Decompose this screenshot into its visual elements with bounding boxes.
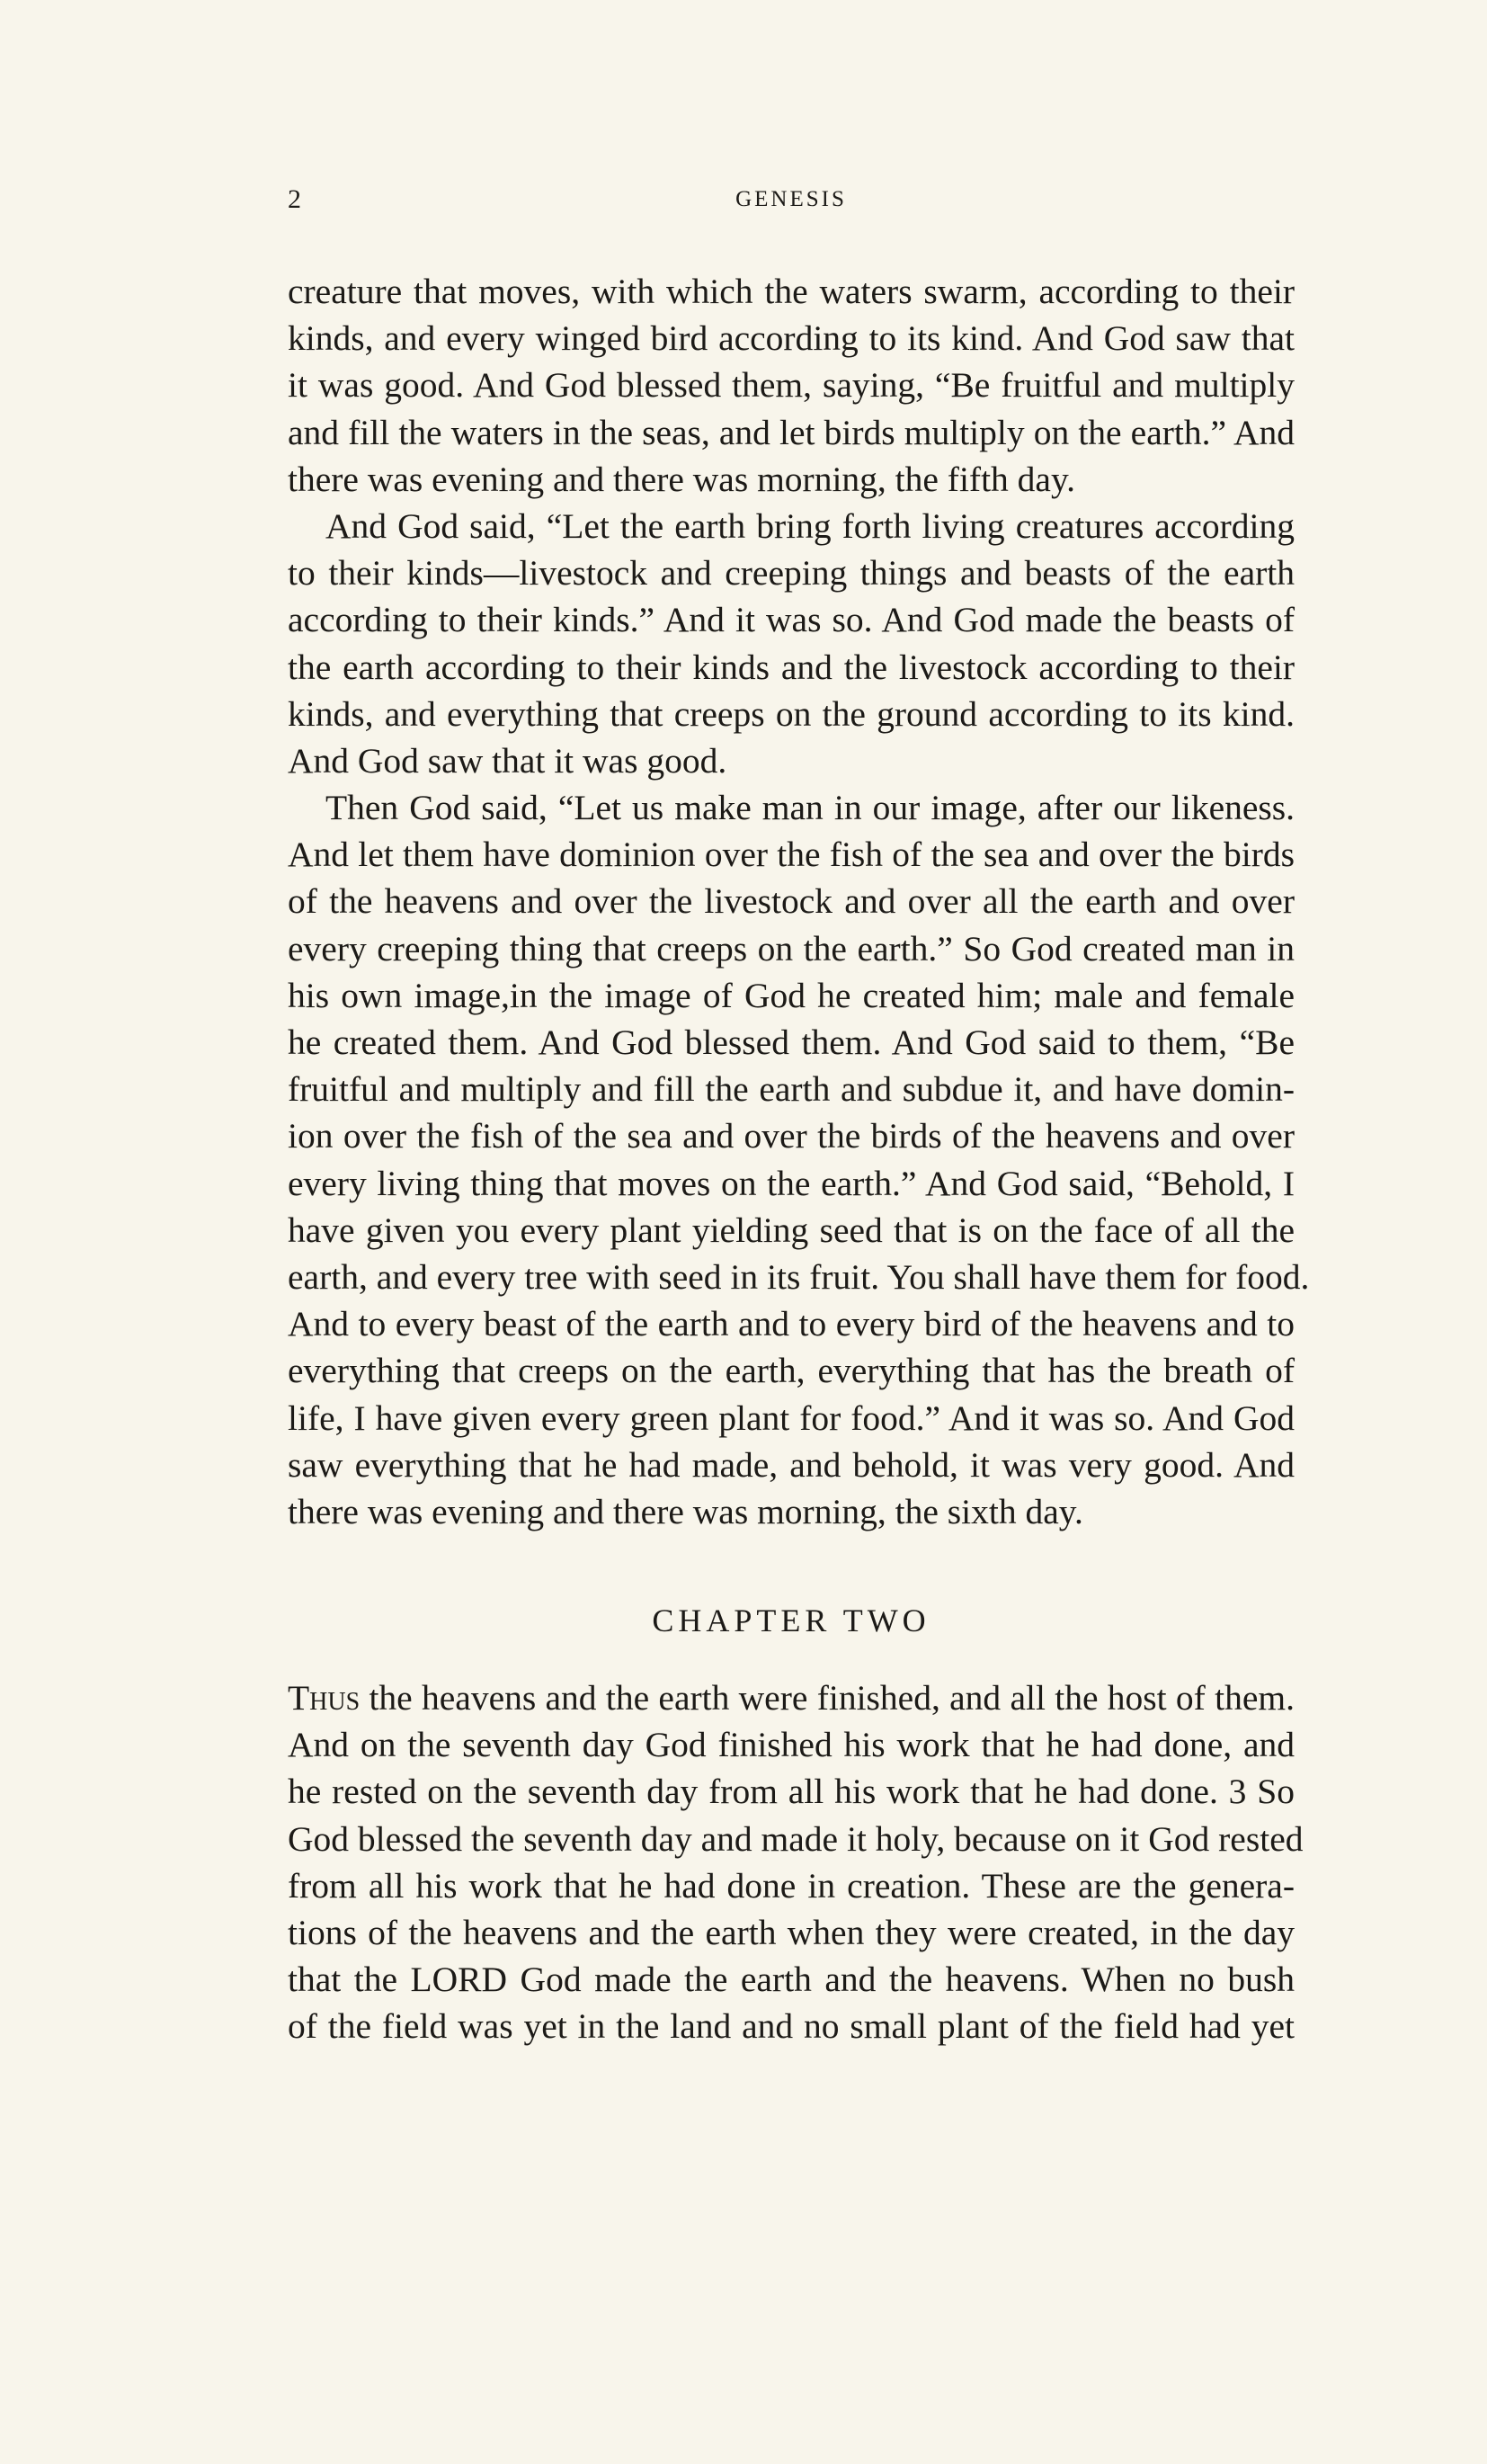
text-line: every living thing that moves on the earth.” And God said, “Behold, I (288, 1163, 1295, 1203)
text-line: to their kinds—livestock and creeping things and beasts of the earth (288, 553, 1295, 594)
text-line: God blessed the seventh day and made it holy, because on it God rested (288, 1818, 1304, 1859)
text-line: earth, and every tree with seed in its fruit. You shall have them for food. (288, 1256, 1310, 1297)
text-line: it was good. And God blessed them, saying, “Be fruitful and multiply (288, 365, 1295, 406)
text-line: And on the seventh day God finished his work that he had done, and (288, 1725, 1295, 1765)
text-line: from all his work that he had done in creation. These are the genera- (288, 1865, 1295, 1906)
text-line: he created them. And God blessed them. And God said to them, “Be (288, 1022, 1295, 1062)
text-line: Then God said, “Let us make man in our image, after our likeness. (325, 788, 1295, 828)
chapter-lines (288, 1721, 1304, 2049)
text-line: of the heavens and over the livestock and over all the earth and over (288, 881, 1295, 922)
text-line: life, I have given every green plant for food.” And it was so. And God (288, 1397, 1295, 1438)
text-line: ion over the fish of the sea and over the birds of the heavens and over (288, 1116, 1295, 1156)
paragraph (288, 268, 1295, 503)
text-line: his own image,in the image of God he created him; male and female (288, 975, 1295, 1015)
text-line: that the LORD God made the earth and the heavens. When no bush (288, 1960, 1295, 2000)
paragraph (288, 784, 1310, 1535)
chapter-heading: CHAPTER TWO (652, 1602, 930, 1638)
text-line: fruitful and multiply and fill the earth and subdue it, and have domin- (288, 1069, 1295, 1110)
text-line: have given you every plant yielding seed that is on the face of all the (288, 1210, 1295, 1250)
chapter-text (288, 1674, 1304, 2050)
text-line: there was evening and there was morning, the fifth day. (288, 459, 1076, 499)
running-head (288, 180, 1295, 219)
text-line: And let them have dominion over the fish of the sea and over the birds (288, 835, 1295, 875)
page-number: 2 (288, 184, 301, 214)
text-line: kinds, and every winged bird according to its kind. And God saw that (288, 318, 1295, 359)
text-line (288, 1674, 1295, 1721)
text-line: and fill the waters in the seas, and let birds multiply on the earth.” And (288, 412, 1295, 452)
chapter-first-line-rest: the heavens and the earth were finished, and all the host of them. (360, 1678, 1295, 1718)
text-line: And God said, “Let the earth bring forth living creatures according (325, 505, 1295, 546)
text-line: he rested on the seventh day from all his work that he had done. 3 So (288, 1772, 1295, 1812)
text-line: tions of the heavens and the earth when they were created, in the day (288, 1912, 1295, 1952)
text-line: everything that creeps on the earth, everything that has the breath of (288, 1351, 1295, 1391)
text-line: And to every beast of the earth and to every bird of the heavens and to (288, 1304, 1295, 1344)
text-line: And God saw that it was good. (288, 740, 727, 781)
paragraph (288, 503, 1295, 784)
chapter-opening-word: Thus (288, 1678, 361, 1718)
text-line: kinds, and everything that creeps on the ground according to its kind. (288, 693, 1295, 734)
book-title: GENESIS (735, 187, 847, 211)
text-line: every creeping thing that creeps on the earth.” So God created man in (288, 928, 1295, 969)
text-line: there was evening and there was morning, the sixth day. (288, 1491, 1083, 1531)
text-line: the earth according to their kinds and the livestock according to their (288, 647, 1295, 687)
text-line: saw everything that he had made, and behold, it was very good. And (288, 1444, 1295, 1485)
text-line: according to their kinds.” And it was so. And God made the beasts of (288, 600, 1295, 640)
text-line: of the field was yet in the land and no small plant of the field had yet (288, 2006, 1295, 2047)
text-line: creature that moves, with which the waters swarm, according to their (288, 272, 1295, 311)
body-text (288, 268, 1310, 1535)
